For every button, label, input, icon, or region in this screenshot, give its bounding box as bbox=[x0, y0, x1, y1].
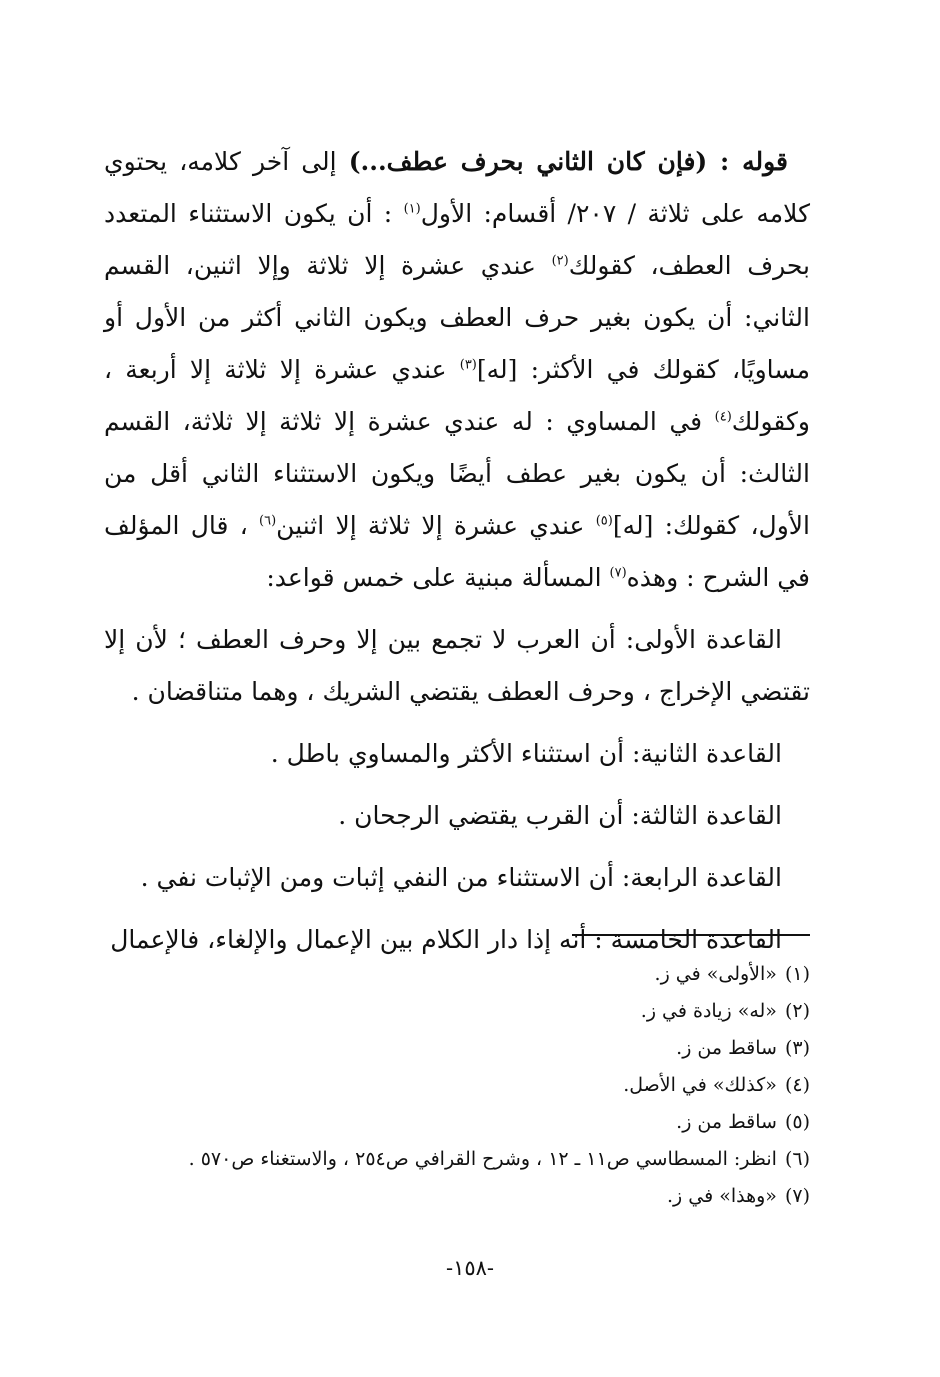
rule-first: القاعدة الأولى: أن العرب لا تجمع بين إلا وحرف العطف ؛ لأن إلا تقتضي الإخراج ، وحرف العطف يقتضي الشريك ، وهما متناقضان . bbox=[104, 625, 810, 706]
text-segment: في المساوي : له عندي عشرة إلا ثلاثة إلا ثلاثة، القسم الثالث: أن يكون بغير عطف أيضًا ويكون الاستثناء الثاني أقل من الأول، كقولك: [له] bbox=[104, 407, 810, 540]
footnote-number: (٢) bbox=[784, 1000, 810, 1022]
footnote-ref-2: (٢) bbox=[551, 253, 569, 269]
footnote-item bbox=[104, 1030, 810, 1067]
text-segment: عندي عشرة إلا ثلاثة إلا اثنين bbox=[276, 511, 596, 540]
text-segment: ، قال المؤلف في الشرح : وهذه bbox=[104, 511, 810, 592]
footnote-number: (٥) bbox=[784, 1111, 810, 1133]
footnote-number: (١) bbox=[784, 963, 810, 985]
footnote-ref-3: (٣) bbox=[459, 357, 477, 373]
text-segment: عندي عشرة إلا ثلاثة وإلا اثنين، القسم الثاني: أن يكون بغير حرف العطف ويكون الثاني أكثر من الأول أو مساويًا، كقولك في الأكثر: [له] bbox=[104, 251, 810, 384]
footnote-text: «الأولى» في ز. bbox=[654, 963, 777, 985]
footnote-number: (٦) bbox=[784, 1148, 810, 1170]
rule-fifth: القاعدة الخامسة : أنه إذا دار الكلام بين الإعمال والإلغاء، فالإعمال bbox=[110, 925, 782, 954]
text-segment: إلى آخر كلامه، يحتوي كلامه على ثلاثة / ٢٠٧/ أقسام: الأول bbox=[104, 147, 810, 228]
footnote-ref-5: (٥) bbox=[595, 513, 613, 529]
footnote-text: «له» زيادة في ز. bbox=[640, 1000, 777, 1022]
footnote-item bbox=[104, 1178, 810, 1215]
text-segment: المسألة مبنية على خمس قواعد: bbox=[266, 563, 610, 592]
footnote-item bbox=[104, 956, 810, 993]
footnote-item bbox=[104, 1104, 810, 1141]
footnote-text: ساقط من ز. bbox=[676, 1111, 777, 1133]
rule-fourth: القاعدة الرابعة: أن الاستثناء من النفي إثبات ومن الإثبات نفي . bbox=[140, 863, 782, 892]
footnote-text: انظر: المسطاسي ص١١ ـ ١٢ ، وشرح القرافي ص٢٥٤ ، والاستغناء ص٥٧٠ . bbox=[188, 1148, 777, 1170]
footnote-item bbox=[104, 993, 810, 1030]
text-segment: عندي عشرة إلا ثلاثة إلا أربعة ، وكقولك bbox=[104, 355, 810, 436]
footnote-ref-1: (١) bbox=[403, 201, 421, 217]
footnotes-list bbox=[104, 956, 810, 1215]
footnote-number: (٧) bbox=[784, 1185, 810, 1207]
footnote-text: «كذلك» في الأصل. bbox=[623, 1074, 777, 1096]
page-number: -١٥٨- bbox=[445, 1256, 495, 1280]
footnote-item bbox=[104, 1141, 810, 1178]
footnote-ref-4: (٤) bbox=[714, 409, 732, 425]
footnote-number: (٤) bbox=[784, 1074, 810, 1096]
footnote-ref-6: (٦) bbox=[259, 513, 277, 529]
main-text bbox=[104, 136, 810, 966]
quoted-lemma: قوله : (فإن كان الثاني بحرف عطف...) bbox=[348, 147, 789, 176]
rule-third: القاعدة الثالثة: أن القرب يقتضي الرجحان . bbox=[338, 801, 782, 830]
footnote-item bbox=[104, 1067, 810, 1104]
footnote-number: (٣) bbox=[784, 1037, 810, 1059]
footnote-separator bbox=[572, 934, 810, 936]
footnote-text: ساقط من ز. bbox=[676, 1037, 777, 1059]
footnote-ref-7: (٧) bbox=[609, 565, 627, 581]
rule-second: القاعدة الثانية: أن استثناء الأكثر والمساوي باطل . bbox=[270, 739, 782, 768]
text-segment: : أن يكون الاستثناء المتعدد بحرف العطف، كقولك bbox=[104, 199, 810, 280]
footnote-text: «وهذا» في ز. bbox=[667, 1185, 777, 1207]
paragraph-commentary bbox=[104, 136, 810, 604]
